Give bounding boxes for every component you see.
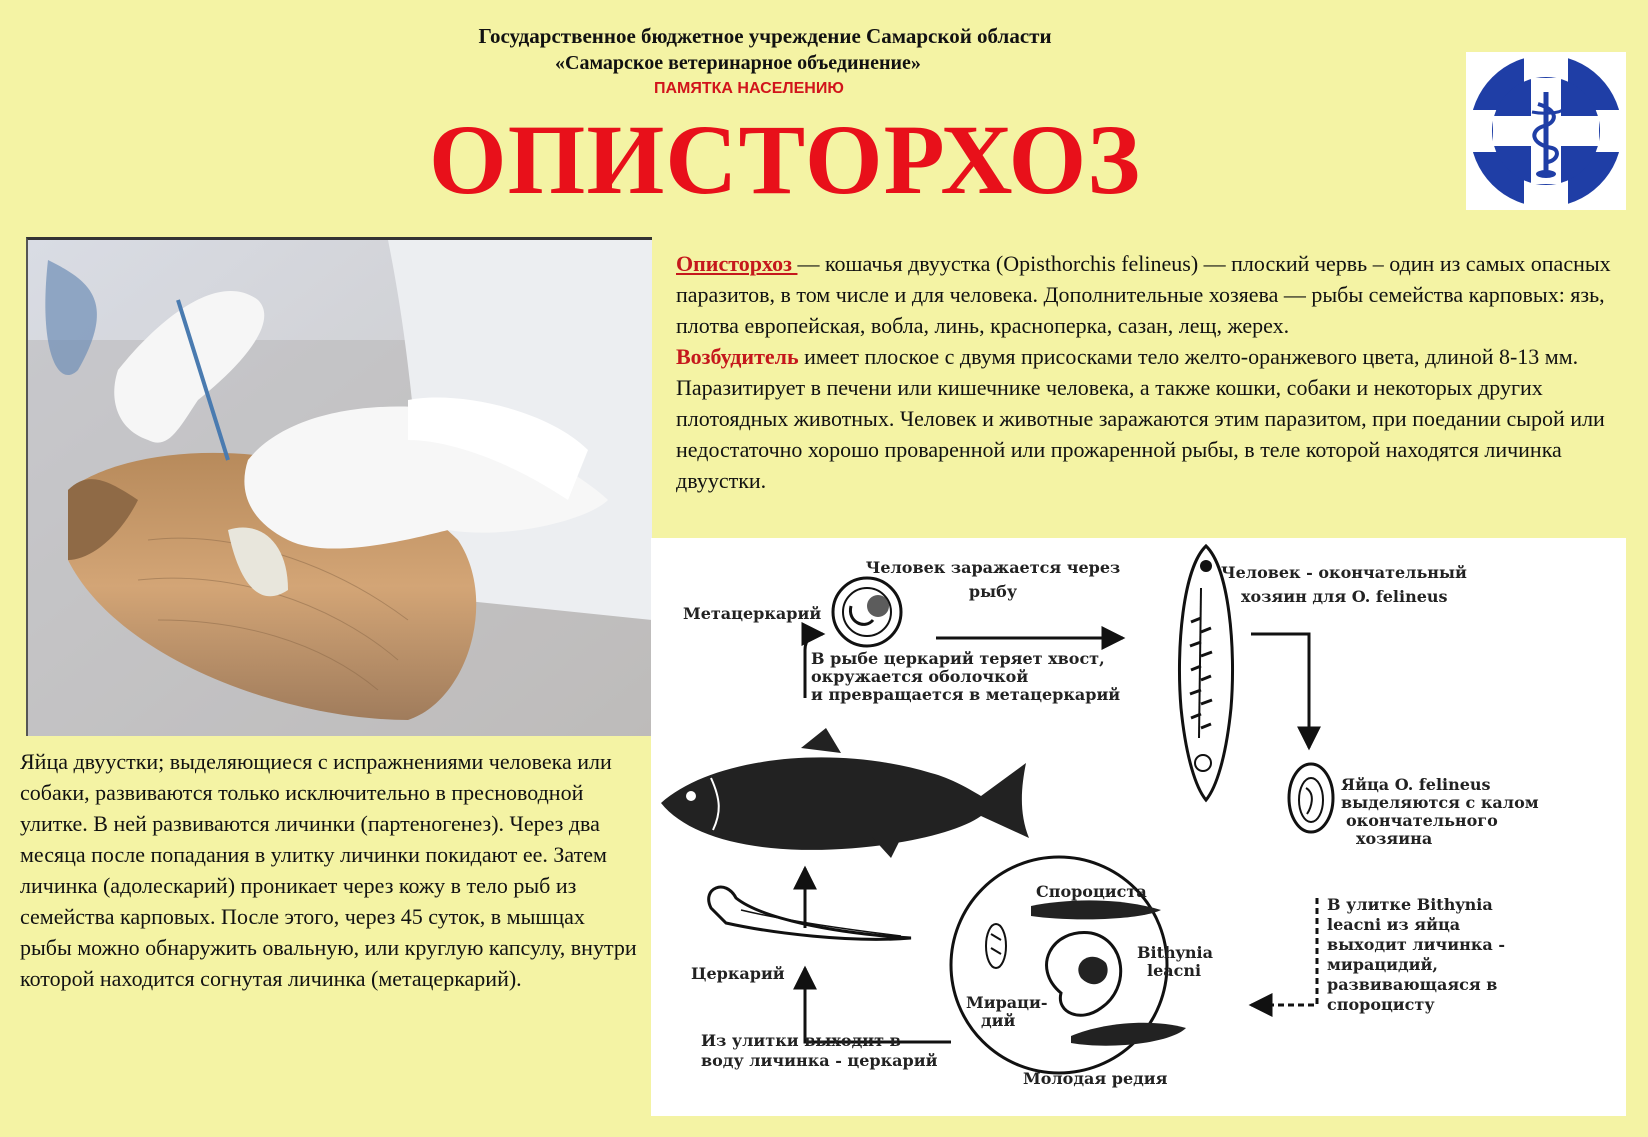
exit-snail-label-1: Из улитки выходит в [701, 1031, 901, 1050]
infect-fish-label-2: рыбу [968, 582, 1018, 601]
in-snail-label-1: В улитке Bithynia [1327, 895, 1493, 914]
eggs-label-2: выделяются с калом [1341, 793, 1539, 812]
metacercaria-label: Метацеркарий [683, 604, 822, 623]
medical-cross-caduceus-icon [1466, 52, 1626, 210]
intro-paragraph-1: — кошачья двуустка (Opisthorchis felineus) — плоский червь – один из самых опасных паразитов, в том числе и для человека. Дополнительные хозяева — рыбы семейства карповых: язь, плотва европейская, вобла, линь, красноперка, сазан, лещ, жерех. [676, 251, 1611, 338]
miracidium-label-2: дий [981, 1011, 1016, 1030]
eggs-label-4: хозяина [1356, 829, 1433, 848]
in-fish-label-2: окружается оболочкой [811, 667, 1029, 686]
term-pathogen: Возбудитель [676, 344, 799, 369]
life-cycle-diagram [651, 538, 1626, 1116]
organization-subname: «Самарское ветеринарное объединение» [555, 52, 921, 74]
exit-snail-label-2: воду личинка - церкарий [701, 1051, 938, 1070]
intro-text [676, 248, 1626, 496]
in-snail-label-3: выходит личинка - [1327, 935, 1505, 954]
vet-logo [1466, 52, 1626, 210]
term-opisthorchiasis: Описторхоз [676, 251, 798, 276]
bithynia-label-2: leacni [1147, 961, 1202, 980]
cercaria-figure [709, 887, 911, 939]
in-fish-label-1: В рыбе церкарий теряет хвост, [811, 649, 1105, 668]
memo-label: ПАМЯТКА НАСЕЛЕНИЮ [654, 80, 844, 97]
intro-paragraph-2: имеет плоское с двумя присосками тело желто-оранжевого цвета, длиной 8-13 мм. Паразитирует в печени или кишечнике человека, а также кошки, собаки и некоторых других плотоядных животных. Человек и животные заражаются этим паразитом, при поедании сырой или недостаточно хорошо проваренной или прожаренной рыбы, в теле которой находятся личинка двуустки. [676, 344, 1605, 493]
adult-fluke-figure [1179, 546, 1232, 800]
redia-label: Молодая редия [1023, 1069, 1168, 1088]
in-snail-label-4: мирацидий, [1327, 955, 1438, 974]
bithynia-label-1: Bithynia [1137, 943, 1213, 962]
in-snail-label-2: leacni из яйца [1327, 915, 1461, 934]
organization-name: Государственное бюджетное учреждение Самарской области [478, 24, 1052, 48]
final-host-label-2: хозяин для O. felineus [1241, 587, 1448, 606]
fish-inspection-photo [26, 237, 652, 736]
in-snail-label-5: развивающаяся в [1327, 975, 1498, 994]
cercaria-label: Церкарий [691, 964, 785, 983]
final-host-label-1: Человек - окончательный [1221, 563, 1467, 582]
eggs-text: Яйца двуустки; выделяющиеся с испражнениями человека или собаки, развиваются только исключительно в пресноводной улитке. В ней развиваются личинки (партеногенез). Через два месяца после попадания в улитку личинки покидают ее. Затем личинка (адолескарий) проникает через кожу в тело рыб из семейства карповых. После этого, через 45 суток, в мышцах рыбы можно обнаружить овальную, или круглую капсулу, внутри которой находится согнутая личинка (метацеркарий). [20, 749, 637, 991]
miracidium-label-1: Мираци- [966, 993, 1048, 1012]
in-snail-label-6: спороцисту [1327, 995, 1435, 1014]
sporocyst-label: Спороциста [1036, 882, 1147, 901]
page-title: ОПИСТОРХОЗ [428, 104, 1142, 215]
eggs-label-3: окончательного [1346, 811, 1498, 830]
eggs-label-1: Яйца O. felineus [1341, 775, 1491, 794]
fish-figure [661, 728, 1029, 858]
infect-fish-label-1: Человек заражается через [865, 558, 1121, 577]
in-fish-label-3: и превращается в метацеркарий [811, 685, 1121, 704]
egg-figure [1289, 764, 1333, 832]
metacercaria-figure [833, 578, 901, 646]
